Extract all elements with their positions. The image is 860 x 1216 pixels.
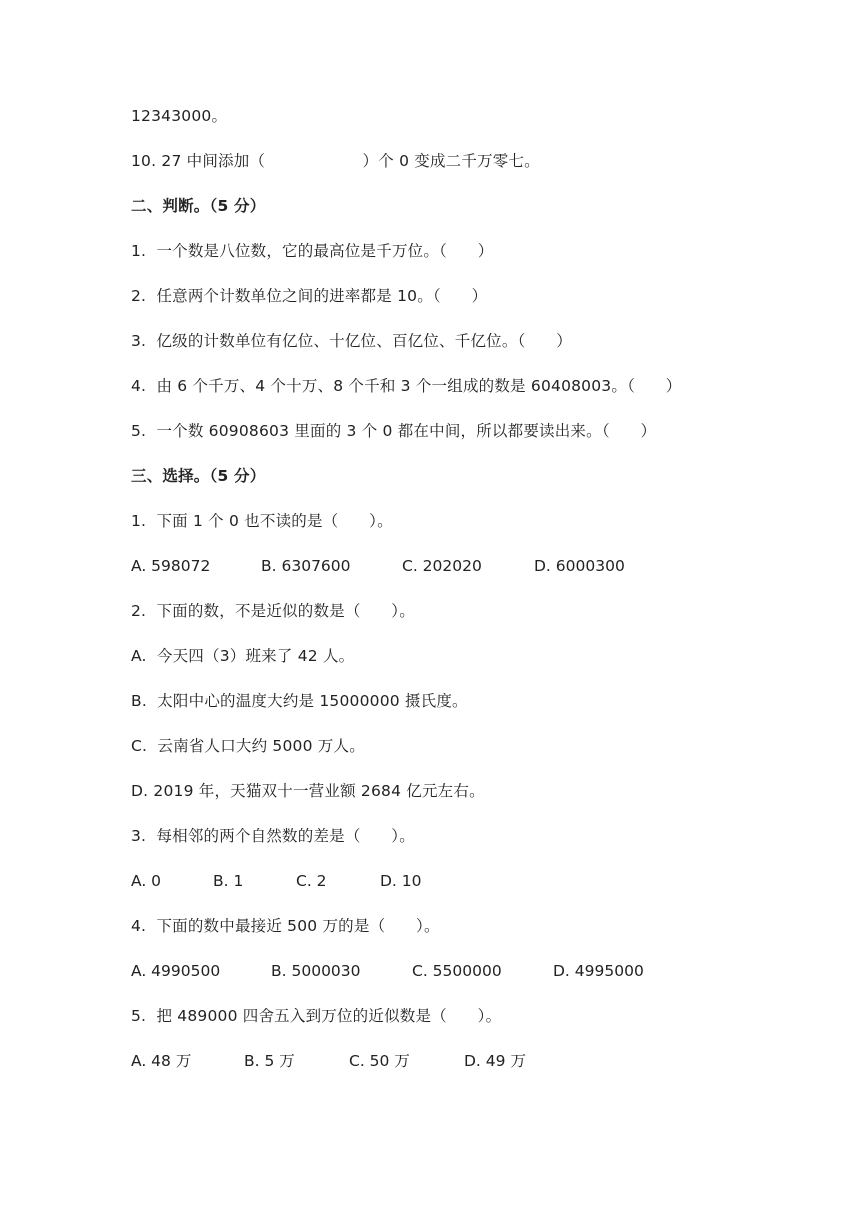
choice-2-option-c: C. 云南省人口大约 5000 万人。 [131,737,365,755]
choice-question-2: 2. 下面的数，不是近似的数是（ ）。 [131,602,415,620]
option-d: D. 49 万 [464,1052,526,1070]
choice-2-option-a: A. 今天四（3）班来了 42 人。 [131,647,355,665]
choice-question-4: 4. 下面的数中最接近 500 万的是（ ）。 [131,917,440,935]
option-d: D. 6000300 [534,557,625,575]
judgment-item-2: 2. 任意两个计数单位之间的进率都是 10。（ ） [131,287,488,305]
choice-2-option-d: D. 2019 年，天猫双十一营业额 2684 亿元左右。 [131,782,485,800]
option-c: C. 50 万 [349,1052,410,1070]
choice-question-1: 1. 下面 1 个 0 也不读的是（ ）。 [131,512,393,530]
option-a: A. 598072 [131,557,211,575]
option-a: A. 48 万 [131,1052,192,1070]
section-heading-judgment: 二、判断。（5 分） [131,197,266,215]
choice-question-5: 5. 把 489000 四舍五入到万位的近似数是（ ）。 [131,1007,502,1025]
option-b: B. 6307600 [261,557,351,575]
judgment-item-1: 1. 一个数是八位数，它的最高位是千万位。（ ） [131,242,494,260]
section-heading-choice: 三、选择。（5 分） [131,467,266,485]
option-a: A. 4990500 [131,962,221,980]
choice-question-3: 3. 每相邻的两个自然数的差是（ ）。 [131,827,415,845]
option-d: D. 10 [380,872,422,890]
judgment-item-3: 3. 亿级的计数单位有亿位、十亿位、百亿位、千亿位。（ ） [131,332,572,350]
judgment-item-4: 4. 由 6 个千万、4 个十万、8 个千和 3 个一组成的数是 60408003。（ ） [131,377,682,395]
judgment-item-5: 5. 一个数 60908603 里面的 3 个 0 都在中间，所以都要读出来。（ ） [131,422,657,440]
option-c: C. 202020 [402,557,482,575]
option-d: D. 4995000 [553,962,644,980]
fill-in-question-10: 10. 27 中间添加（ ）个 0 变成二千万零七。 [131,152,540,170]
option-b: B. 5000030 [271,962,361,980]
option-c: C. 5500000 [412,962,502,980]
option-a: A. 0 [131,872,162,890]
choice-2-option-b: B. 太阳中心的温度大约是 15000000 摄氏度。 [131,692,468,710]
option-b: B. 5 万 [244,1052,295,1070]
continued-answer-line: 12343000。 [131,107,228,125]
option-b: B. 1 [213,872,244,890]
option-c: C. 2 [296,872,327,890]
